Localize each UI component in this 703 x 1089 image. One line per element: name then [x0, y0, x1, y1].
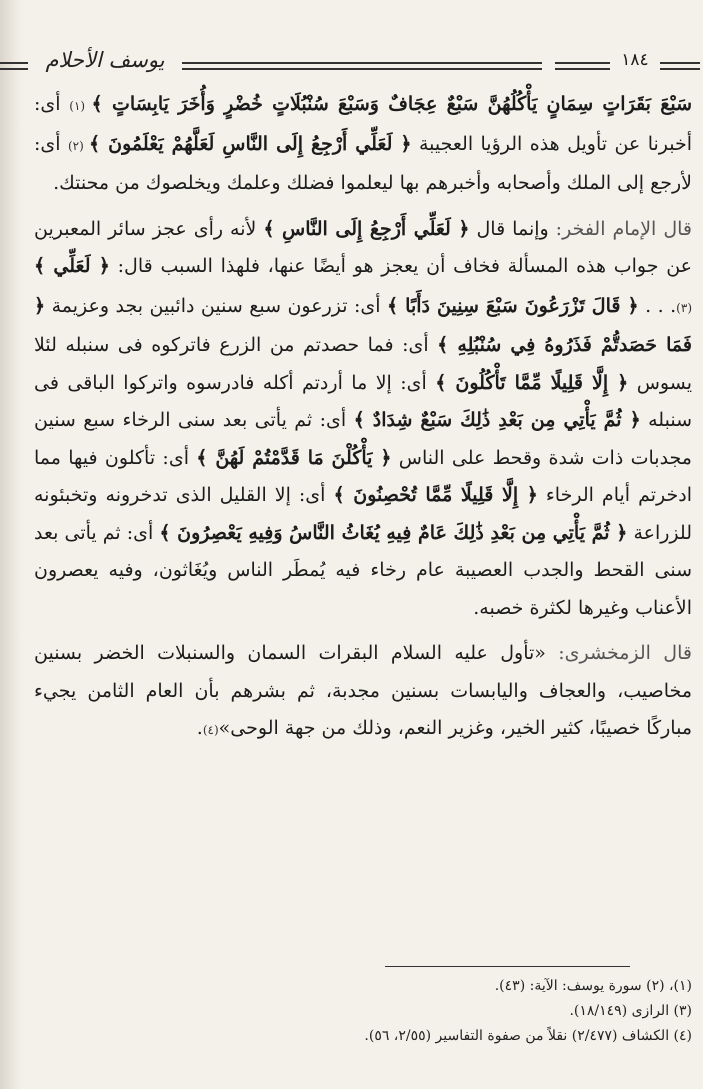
text-run: أى: أخبرنا عن تأويل هذه الرؤيا العجيبة — [34, 93, 693, 155]
quran-verse: ﴿ لَعَلِّي أَرْجِعُ إِلَى النَّاسِ ﴾ — [263, 217, 470, 240]
quran-verse: ﴿ قَالَ تَزْرَعُونَ سَبْعَ سِنِينَ دَأَبًا ﴾ — [387, 294, 639, 317]
text-run: أى: لأرجع إلى الملك وأصحابه وأخبرهم بها ليعلموا فضلك وعلمك ويخلصوك من محنتك. — [34, 132, 692, 194]
book-title: يوسف الأحلام — [45, 48, 165, 72]
paragraph — [34, 211, 692, 628]
header-rule — [0, 68, 28, 70]
running-header — [0, 48, 703, 82]
text-run: أى: إلا القليل الذى تدخرونه وتخبئونه للزراعة — [34, 484, 692, 544]
text-run: وإنما قال — [469, 217, 549, 240]
quran-verse: ﴿ يَأْكُلْنَ مَا قَدَّمْتُمْ لَهُنَّ ﴾ — [196, 446, 392, 469]
quran-verse: ﴿ إِلَّا قَلِيلًا مِّمَّا تَأْكُلُونَ ﴾ — [435, 371, 629, 394]
footnote-ref: (٢) — [67, 138, 90, 153]
header-rule — [660, 68, 700, 70]
footnote-ref: (٤) — [202, 723, 219, 737]
attribution: قال الإمام الفخر: — [548, 217, 693, 240]
quran-verse: ﴿ لَعَلِّي ﴾ — [34, 255, 110, 277]
paragraph — [34, 86, 692, 203]
body-text — [34, 86, 692, 750]
footnote-ref: (١) — [69, 99, 92, 113]
text-run: أى: ثم يأتى بعد سنى الرخاء سبع سنين مجدبات ذات شدة وقحط على الناس — [34, 409, 692, 469]
page-number: ١٨٤ — [621, 50, 649, 70]
quran-verse: ﴿ لَعَلِّي أَرْجِعُ إِلَى النَّاسِ لَعَلَّهُمْ يَعْلَمُونَ ﴾ — [89, 132, 412, 155]
text-run: أى: ثم يأتى بعد سنى القحط والجدب العصيبة عام رخاء فيه يُمطَر الناس ويُغَاثون، وفيه يعصرون الأعناب وغيرها لكثرة خصبه. — [34, 521, 692, 619]
text-run: أى: إلا ما أردتم أكله فادرسوه واتركوا الباقى فى سنبله — [34, 371, 692, 431]
paragraph — [34, 635, 692, 750]
footnote: (٤) الكشاف (٢/٤٧٧) نقلاً من صفوة التفاسير (٢/٥٥، ٥٦). — [364, 1028, 692, 1044]
attribution: قال الزمخشرى: — [545, 642, 692, 664]
quran-verse: ﴿ ثُمَّ يَأْتِي مِن بَعْدِ ذَٰلِكَ سَبْعٌ شِدَادٌ ﴾ — [353, 409, 641, 431]
footnote: (٣) الرازى (١٨/١٤٩). — [569, 1003, 692, 1019]
footnotes — [34, 974, 692, 1049]
header-rule — [182, 62, 542, 64]
text-run: أى: تأكلون فيها مما ادخرتم أيام الرخاء — [34, 446, 692, 506]
text-run: «تأول عليه السلام البقرات السمان والسنبلات الخضر بسنين مخاصيب، والعجاف واليابسات بسنين مجدبة، ثم بشرهم بأن العام الثامن يجيء مباركًا خصيبًا، كثير الخير، وغزير النعم، وذلك من جهة الوحى» — [34, 642, 692, 739]
footnote-separator — [385, 966, 630, 967]
header-rule — [555, 68, 610, 70]
text-run: لأنه رأى عجز سائر المعبرين عن جواب هذه المسألة فخاف أن يعجز هو أيضًا عنها، فلهذا السبب قال: — [34, 217, 693, 277]
header-rule — [0, 62, 28, 64]
footnote: (١)، (٢) سورة يوسف: الآية: (٤٣). — [494, 978, 692, 994]
text-run: . . . — [638, 294, 677, 317]
quran-verse: ﴿ إِلَّا قَلِيلًا مِّمَّا تُحْصِنُونَ ﴾ — [333, 484, 538, 506]
page-gutter — [0, 0, 22, 1089]
header-rule — [555, 62, 610, 64]
quran-verse: سَبْعَ بَقَرَاتٍ سِمَانٍ يَأْكُلُهُنَّ سَبْعٌ عِجَافٌ وَسَبْعَ سُنْبُلَاتٍ خُضْرٍ وَأُخَرَ يَابِسَاتٍ ﴾ — [91, 93, 692, 115]
quran-verse: ﴿ ثُمَّ يَأْتِي مِن بَعْدِ ذَٰلِكَ عَامٌ فِيهِ يُغَاثُ النَّاسُ وَفِيهِ يَعْصِرُونَ ﴾ — [159, 521, 628, 544]
header-rule — [660, 62, 700, 64]
text-run: . — [196, 717, 203, 739]
header-rule — [182, 68, 542, 70]
quran-verse: ﴿ فَمَا حَصَدتُّمْ فَذَرُوهُ فِي سُنْبُلِهِ ﴾ — [34, 294, 692, 356]
text-run: أى: فما حصدتم من الزرع فاتركوه فى سنبله لئلا يسوس — [34, 334, 692, 394]
footnote-ref: (٣) — [676, 300, 692, 315]
text-run: أى: تزرعون سبع سنين دائبين بجد وعزيمة — [45, 294, 387, 317]
